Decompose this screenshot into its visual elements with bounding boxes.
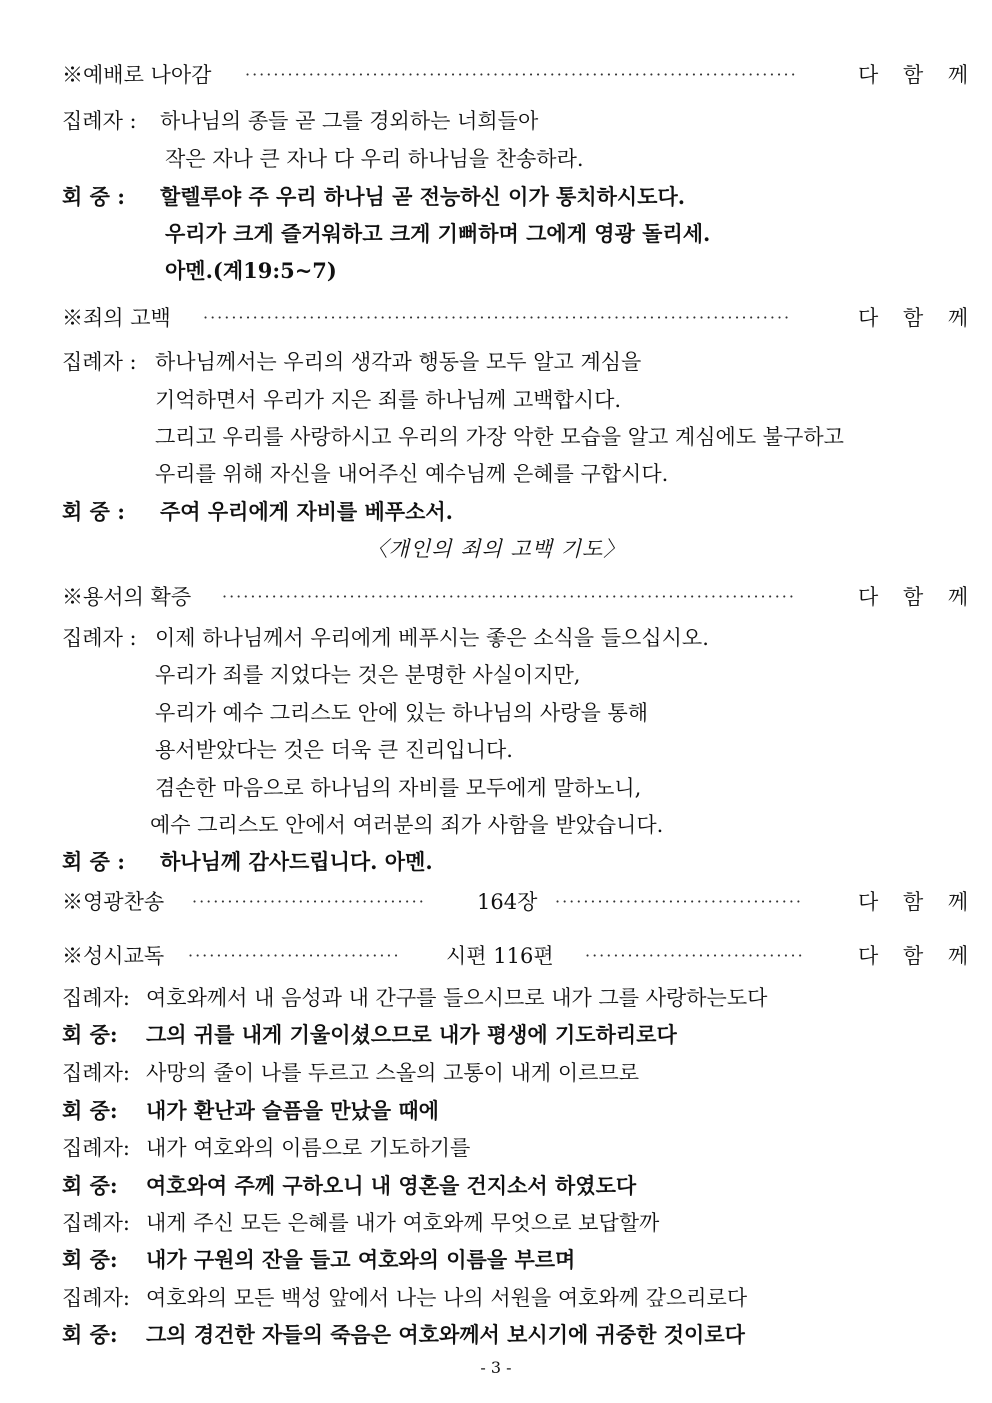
section-header-gloria — [0, 887, 992, 917]
leader-text: 작은 자나 큰 자나 다 우리 하나님을 찬송하라. — [165, 147, 584, 171]
leader-text: 예수 그리스도 안에서 여러분의 죄가 사함을 받았습니다. — [150, 813, 664, 837]
leader-text: 우리가 죄를 지었다는 것은 분명한 사실이지만, — [155, 663, 581, 687]
leader-text: 우리를 위해 자신을 내어주신 예수님께 은혜를 구합시다. — [155, 462, 669, 486]
congregation-line — [0, 497, 992, 527]
leader-text: 겸손한 마음으로 하나님의 자비를 모두에게 말하노니, — [155, 776, 642, 800]
section-title: ※예배로 나아감 — [62, 63, 212, 87]
leader-line — [0, 623, 992, 653]
section-participant: 다 함 께 — [858, 585, 978, 609]
leader-dots: ······························· — [585, 946, 805, 965]
responsive-reading-line — [0, 1058, 992, 1088]
leader-text: 그리고 우리를 사랑하시고 우리의 가장 악한 모습을 알고 계심에도 불구하고 — [155, 425, 844, 449]
section-participant: 다 함 께 — [858, 306, 978, 330]
reading-text: 여호와의 모든 백성 앞에서 나는 나의 서원을 여호와께 갚으리로다 — [146, 1286, 748, 1310]
leader-dots: ································· — [192, 892, 426, 911]
section-header-worship — [0, 60, 992, 90]
responsive-reading-line — [0, 1133, 992, 1163]
section-header-assurance — [0, 582, 992, 612]
section-header-psalter — [0, 941, 992, 971]
leader-line — [0, 106, 992, 136]
leader-label: 집례자 : — [62, 109, 137, 133]
responsive-reading-line — [0, 1096, 992, 1126]
leader-dots: ··················································································· — [203, 308, 792, 327]
section-title: ※죄의 고백 — [62, 306, 171, 330]
leader-line — [0, 347, 992, 377]
section-header-confession — [0, 303, 992, 333]
leader-text: 기억하면서 우리가 지은 죄를 하나님께 고백합시다. — [155, 388, 622, 412]
congregation-label: 회 중: — [62, 1173, 118, 1198]
leader-dots: ··································· — [555, 892, 804, 911]
congregation-label: 회 중: — [62, 1247, 118, 1272]
responsive-reading-line — [0, 1245, 992, 1275]
reading-text: 내가 여호와의 이름으로 기도하기를 — [146, 1136, 471, 1160]
congregation-label: 회 중 : — [62, 849, 125, 874]
leader-line — [0, 144, 992, 174]
section-participant: 다 함 께 — [858, 890, 978, 914]
responsive-reading-line — [0, 1283, 992, 1313]
section-participant: 다 함 께 — [858, 63, 978, 87]
section-participant: 다 함 께 — [858, 944, 978, 968]
reading-text: 그의 귀를 내게 기울이셨으므로 내가 평생에 기도하리로다 — [146, 1022, 677, 1047]
congregation-text: 주여 우리에게 자비를 베푸소서. — [160, 499, 453, 524]
leader-text: 우리가 예수 그리스도 안에 있는 하나님의 사랑을 통해 — [155, 701, 649, 725]
psalm-reference: 시편 116편 — [446, 944, 554, 968]
congregation-label: 회 중: — [62, 1322, 118, 1347]
reading-text: 내가 구원의 잔을 들고 여호와의 이름을 부르며 — [146, 1247, 576, 1272]
leader-label: 집례자: — [62, 986, 130, 1010]
leader-dots: ················································································· — [222, 587, 796, 606]
congregation-text: 우리가 크게 즐거워하고 크게 기뻐하며 그에게 영광 돌리세. — [165, 221, 711, 246]
congregation-label: 회 중 : — [62, 499, 125, 524]
reading-text: 내게 주신 모든 은혜를 내가 여호와께 무엇으로 보답할까 — [146, 1211, 660, 1235]
leader-text: 용서받았다는 것은 더욱 큰 진리입니다. — [155, 738, 513, 762]
leader-line — [0, 422, 992, 452]
congregation-line — [0, 219, 992, 249]
hymn-number: 164장 — [477, 890, 538, 914]
congregation-line — [0, 182, 992, 212]
congregation-line — [0, 847, 992, 877]
section-title: ※성시교독 — [62, 944, 165, 968]
leader-text: 이제 하나님께서 우리에게 베푸시는 좋은 소식을 들으십시오. — [155, 626, 709, 650]
leader-label: 집례자 : — [62, 626, 137, 650]
responsive-reading-line — [0, 1020, 992, 1050]
leader-text: 하나님께서는 우리의 생각과 행동을 모두 알고 계심을 — [155, 350, 642, 374]
congregation-text: 아멘.(계19:5~7) — [165, 258, 337, 283]
reading-text: 여호와여 주께 구하오니 내 영혼을 건지소서 하였도다 — [146, 1173, 637, 1198]
responsive-reading-line — [0, 983, 992, 1013]
congregation-line — [0, 256, 992, 286]
congregation-label: 회 중: — [62, 1098, 118, 1123]
leader-label: 집례자: — [62, 1286, 130, 1310]
leader-line — [0, 735, 992, 765]
prayer-note: 〈개인의 죄의 고백 기도〉 — [366, 537, 626, 561]
leader-label: 집례자 : — [62, 350, 137, 374]
congregation-text: 할렐루야 주 우리 하나님 곧 전능하신 이가 통치하시도다. — [160, 184, 686, 209]
reading-text: 그의 경건한 자들의 죽음은 여호와께서 보시기에 귀중한 것이로다 — [146, 1322, 745, 1347]
leader-line — [0, 385, 992, 415]
page-number: - 3 - — [480, 1358, 512, 1377]
responsive-reading-line — [0, 1171, 992, 1201]
reading-text: 여호와께서 내 음성과 내 간구를 들으시므로 내가 그를 사랑하는도다 — [146, 986, 768, 1010]
leader-line — [0, 810, 992, 840]
reading-text: 사망의 줄이 나를 두르고 스올의 고통이 내게 이르므로 — [146, 1061, 640, 1085]
responsive-reading-line — [0, 1320, 992, 1350]
leader-label: 집례자: — [62, 1136, 130, 1160]
responsive-reading-line — [0, 1208, 992, 1238]
leader-line — [0, 698, 992, 728]
leader-dots: ·············································································· — [245, 65, 798, 84]
leader-line — [0, 660, 992, 690]
congregation-label: 회 중 : — [62, 184, 125, 209]
congregation-label: 회 중: — [62, 1022, 118, 1047]
leader-label: 집례자: — [62, 1211, 130, 1235]
leader-text: 하나님의 종들 곧 그를 경외하는 너희들아 — [160, 109, 539, 133]
leader-dots: ······························ — [188, 946, 401, 965]
leader-line — [0, 459, 992, 489]
section-title: ※용서의 확증 — [62, 585, 192, 609]
leader-line — [0, 773, 992, 803]
leader-label: 집례자: — [62, 1061, 130, 1085]
section-title: ※영광찬송 — [62, 890, 165, 914]
reading-text: 내가 환난과 슬픔을 만났을 때에 — [146, 1098, 439, 1123]
congregation-text: 하나님께 감사드립니다. 아멘. — [160, 849, 433, 874]
